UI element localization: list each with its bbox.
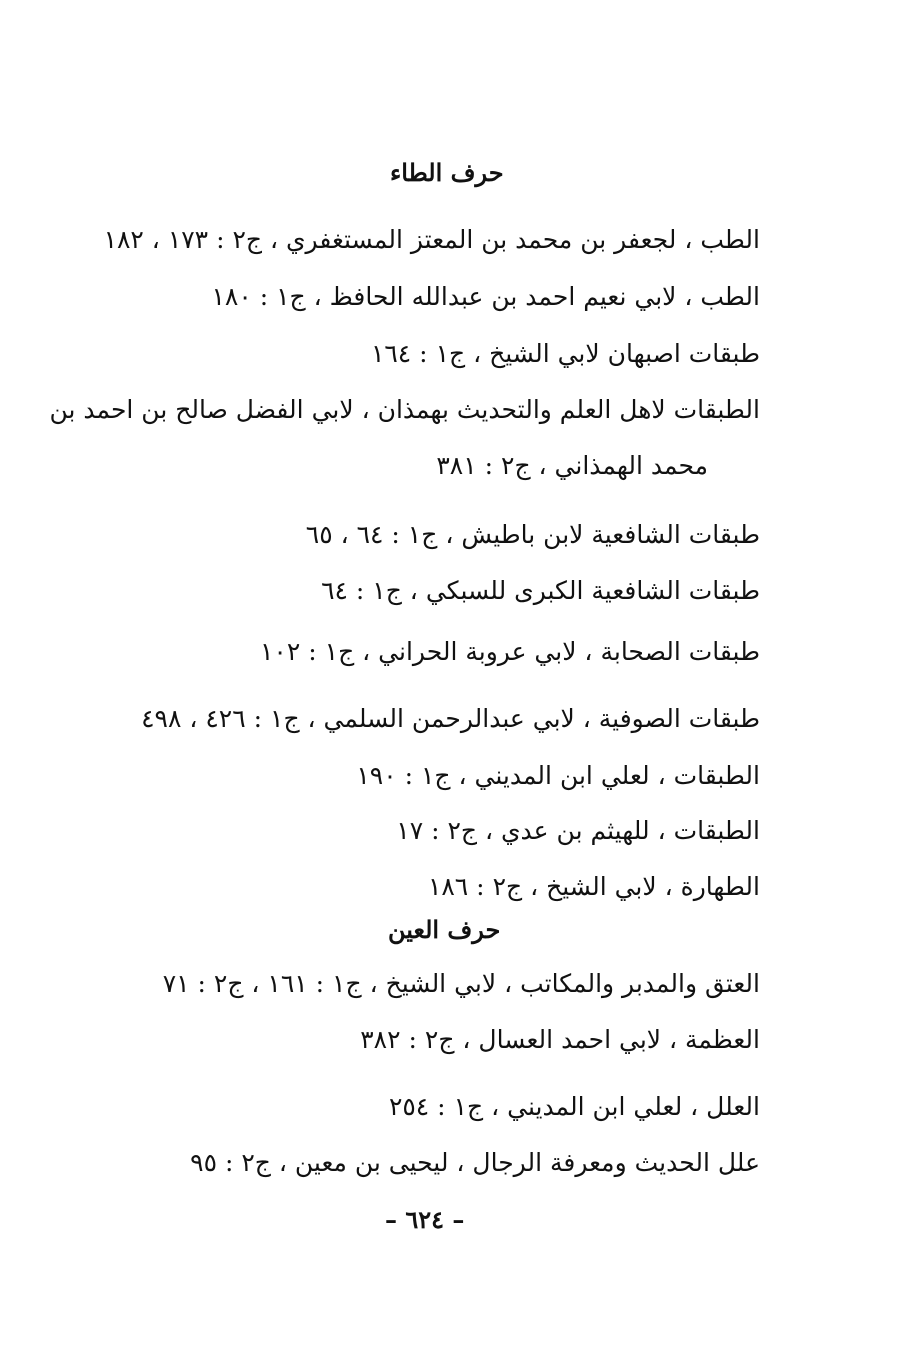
index-entry: العتق والمدبر والمكاتب ، لابي الشيخ ، ج١ : ١٦١ ، ج٢ : ٧١ xyxy=(162,969,760,998)
index-entry: الطب ، لابي نعيم احمد بن عبدالله الحافظ ، ج١ : ١٨٠ xyxy=(211,282,760,311)
index-entry: طبقات الشافعية لابن باطيش ، ج١ : ٦٤ ، ٦٥ xyxy=(305,520,760,549)
page-number: – ٦٢٤ – xyxy=(385,1205,465,1234)
index-entry: العلل ، لعلي ابن المديني ، ج١ : ٢٥٤ xyxy=(388,1092,760,1121)
section-heading-ain: حرف العين xyxy=(388,915,501,944)
section-heading-taa: حرف الطاء xyxy=(390,158,504,187)
index-entry: الطبقات ، لعلي ابن المديني ، ج١ : ١٩٠ xyxy=(356,761,760,790)
index-entry: الطب ، لجعفر بن محمد بن المعتز المستغفري ، ج٢ : ١٧٣ ، ١٨٢ xyxy=(103,225,760,254)
index-entry: الطهارة ، لابي الشيخ ، ج٢ : ١٨٦ xyxy=(427,872,760,901)
index-entry: طبقات الشافعية الكبرى للسبكي ، ج١ : ٦٤ xyxy=(321,576,760,605)
index-entry-continuation: محمد الهمذاني ، ج٢ : ٣٨١ xyxy=(436,451,708,480)
index-entry: طبقات الصوفية ، لابي عبدالرحمن السلمي ، ج١ : ٤٢٦ ، ٤٩٨ xyxy=(141,704,760,733)
index-entry: طبقات اصبهان لابي الشيخ ، ج١ : ١٦٤ xyxy=(370,339,760,368)
index-entry: الطبقات لاهل العلم والتحديث بهمذان ، لابي الفضل صالح بن احمد بن xyxy=(49,395,760,424)
index-entry: العظمة ، لابي احمد العسال ، ج٢ : ٣٨٢ xyxy=(360,1025,760,1054)
index-entry: علل الحديث ومعرفة الرجال ، ليحيى بن معين ، ج٢ : ٩٥ xyxy=(190,1148,760,1177)
index-entry: طبقات الصحابة ، لابي عروبة الحراني ، ج١ : ١٠٢ xyxy=(260,637,760,666)
index-entry: الطبقات ، للهيثم بن عدي ، ج٢ : ١٧ xyxy=(396,816,760,845)
